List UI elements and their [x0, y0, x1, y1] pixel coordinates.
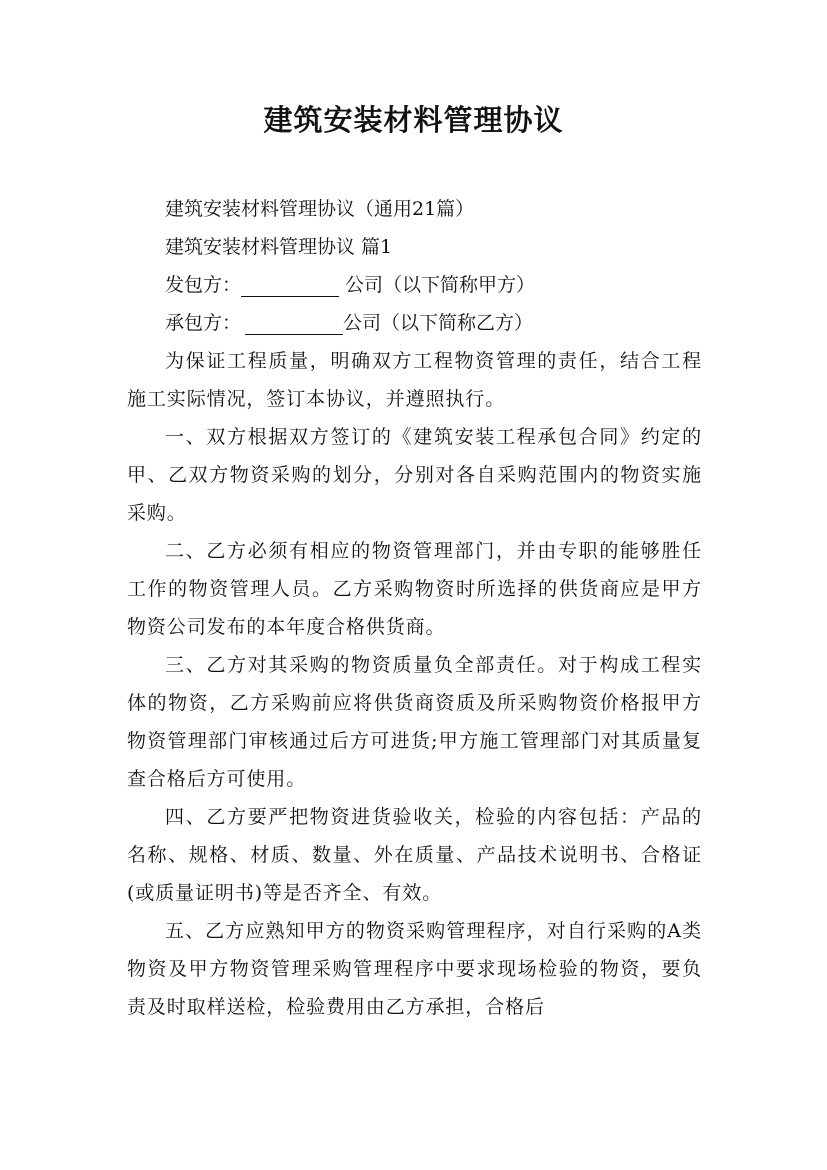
party-b-line — [127, 304, 702, 342]
party-b-label: 承包方： — [165, 312, 242, 334]
document-subtitle: 建筑安装材料管理协议（通用21篇） — [165, 198, 475, 220]
party-a-blank — [241, 274, 339, 297]
paragraph-clause-5: 五、乙方应熟知甲方的物资采购管理程序，对自行采购的A类物资及甲方物资管理采购管理程序中要求现场检验的物资，要负责及时取样送检，检验费用由乙方承担，合格后 — [127, 920, 702, 1018]
section-heading: 建筑安装材料管理协议 篇1 — [165, 236, 393, 258]
party-a-line — [127, 266, 702, 304]
party-a-label: 发包方： — [165, 274, 242, 296]
document-body — [127, 190, 702, 1026]
paragraph-clause-2: 二、乙方必须有相应的物资管理部门，并由专职的能够胜任工作的物资管理人员。乙方采购物资时所选择的供货商应是甲方物资公司发布的本年度合格供货商。 — [127, 540, 702, 638]
party-b-suffix: 公司（以下简称乙方） — [343, 312, 534, 334]
paragraph-purpose: 为保证工程质量，明确双方工程物资管理的责任，结合工程施工实际情况，签订本协议，并遵照执行。 — [127, 350, 702, 410]
party-b-blank — [245, 312, 343, 335]
paragraph-clause-4: 四、乙方要严把物资进货验收关，检验的内容包括：产品的名称、规格、材质、数量、外在质量、产品技术说明书、合格证(或质量证明书)等是否齐全、有效。 — [127, 806, 702, 904]
party-a-suffix: 公司（以下简称甲方） — [345, 274, 536, 296]
document-title: 建筑安装材料管理协议 — [263, 103, 564, 137]
paragraph-clause-1: 一、双方根据双方签订的《建筑安装工程承包合同》约定的甲、乙双方物资采购的划分，分别对各自采购范围内的物资实施采购。 — [127, 426, 702, 524]
paragraph-clause-3: 三、乙方对其采购的物资质量负全部责任。对于构成工程实体的物资，乙方采购前应将供货商资质及所采购物资价格报甲方物资管理部门审核通过后方可进货;甲方施工管理部门对其质量复查合格后方可使用。 — [127, 654, 702, 790]
